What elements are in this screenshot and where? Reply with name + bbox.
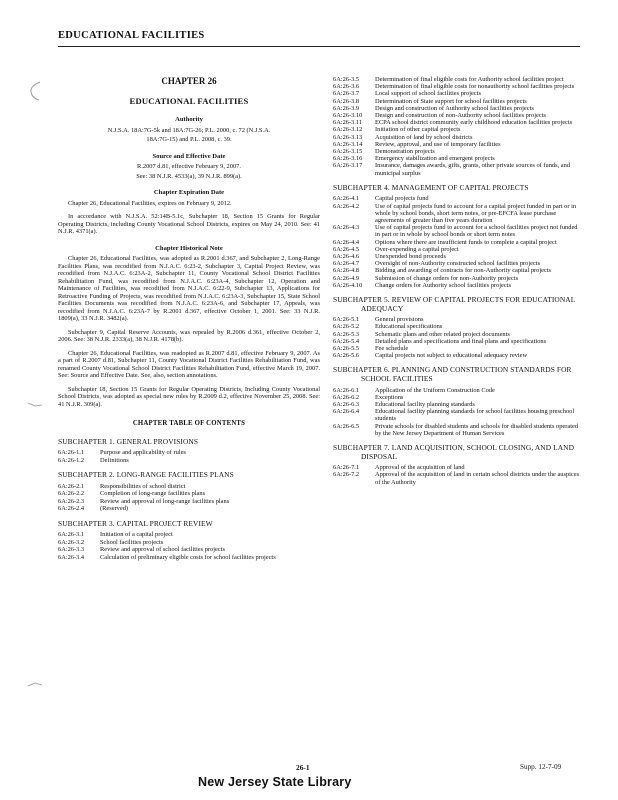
- section-number: 6A:26-4.9: [333, 274, 360, 282]
- expiration-paragraph: In accordance with N.J.S.A. 52:14B-5.1c, Subchapter 18, Section 15 Grants for Regular Operating Districts, including County Vocational School Districts, expires on May 24, 2010. See: 41 N.J.R. 4371(a).: [58, 213, 320, 235]
- toc-section-row: [333, 253, 583, 260]
- toc-section-row: [333, 98, 583, 105]
- section-number: 6A:26-5.2: [333, 323, 360, 331]
- section-number: 6A:26-5.5: [333, 345, 360, 353]
- subchapter-heading: SUBCHAPTER 2. LONG-RANGE FACILITIES PLANS: [58, 470, 234, 480]
- toc-section-row: [333, 195, 583, 202]
- subchapter-heading: SUBCHAPTER 6. PLANNING AND CONSTRUCTION STANDARDS FOR SCHOOL FACILITIES: [333, 365, 572, 384]
- toc-section-row: [333, 408, 583, 422]
- section-title: Educational facility planning standards: [375, 401, 475, 409]
- toc-section-row: [333, 401, 583, 408]
- section-number: 6A:26-2.2: [58, 490, 85, 498]
- section-title: Schematic plans and other related project documents: [375, 330, 510, 338]
- section-title: Fee schedule: [375, 345, 409, 353]
- section-number: 6A:26-3.5: [333, 76, 360, 83]
- toc-continued-sections: [333, 76, 583, 177]
- toc-section-row: [58, 490, 320, 498]
- section-number: 6A:26-6.3: [333, 401, 360, 409]
- section-title: Approval of the acquisition of land in certain school districts under the auspices of the Authority: [375, 471, 580, 486]
- left-column: [58, 76, 320, 561]
- toc-section-row: [333, 260, 583, 267]
- section-number: 6A:26-2.4: [58, 505, 85, 513]
- toc-right-list: [333, 184, 583, 486]
- section-title: Determination of State support for school facilities projects: [375, 97, 527, 105]
- section-number: 6A:26-3.11: [333, 119, 363, 127]
- section-number: 6A:26-5.3: [333, 330, 360, 338]
- toc-section-row: [333, 224, 583, 238]
- margin-tick-mark: [26, 400, 44, 410]
- toc-section-row: [333, 148, 583, 155]
- right-column: [333, 76, 583, 486]
- toc-section-row: [333, 83, 583, 90]
- section-number: 6A:26-4.2: [333, 202, 360, 210]
- section-title: Private schools for disabled students and schools for disabled students operated by the New Jersey Department of Human Services: [375, 422, 579, 437]
- chapter-number: CHAPTER 26: [161, 76, 217, 86]
- section-title: Determination of final eligible costs for Authority school facilities project: [375, 76, 564, 83]
- section-title: General provisions: [375, 316, 424, 324]
- section-number: 6A:26-6.5: [333, 422, 360, 430]
- section-title: Local support of school facilities projects: [375, 90, 481, 98]
- toc-section-row: [333, 275, 583, 282]
- toc-section-row: [333, 119, 583, 126]
- section-number: 6A:26-5.1: [333, 316, 360, 324]
- toc-section-row: [333, 112, 583, 119]
- toc-section-row: [58, 457, 320, 465]
- section-title: Emergency stabilization and emergent projects: [375, 155, 495, 163]
- section-number: 6A:26-5.4: [333, 337, 360, 345]
- toc-section-row: [333, 155, 583, 162]
- section-number: 6A:26-1.1: [58, 449, 85, 457]
- section-number: 6A:26-3.17: [333, 162, 363, 170]
- section-number: 6A:26-5.6: [333, 352, 360, 360]
- section-title: Over-expending a capital project: [375, 245, 459, 253]
- section-number: 6A:26-3.9: [333, 104, 360, 112]
- section-title: Educational specifications: [375, 323, 443, 331]
- section-title: Bidding and awarding of contracts for non-Authority capital projects: [375, 267, 552, 275]
- section-title: Design and construction of Authority school facilities projects: [375, 104, 534, 112]
- section-title: Detailed plans and specifications and final plans and specifications: [375, 337, 547, 345]
- section-title: Initiation of other capital projects: [375, 126, 461, 134]
- section-title: Approval of the acquisition of land: [375, 464, 465, 472]
- source-block: [58, 153, 320, 181]
- section-title: Capital projects fund: [375, 195, 429, 203]
- toc-section-row: [333, 203, 583, 225]
- header-rule: [58, 46, 580, 47]
- toc-section-row: [333, 134, 583, 141]
- toc-section-row: [333, 162, 583, 176]
- section-title: Use of capital projects fund to account for a school facilities project not funded in part or in whole by school bonds or short term notes: [375, 224, 578, 239]
- toc-section-row: [333, 316, 583, 323]
- history-paragraph: Chapter 26, Educational Facilities, was adopted as R.2001 d.367, and Subchapter 2, Long-Range Facilities Plans, was recodified from N.J.A.C. 6:23-2, Subchapter 3, Capital Project Review, was recodified from N.J.A.C. 6:23A-2, Subchapter 11, County Vocational School District Facilities Rehabilitation Fund, was recodified from N.J.A.C. 6:23A-4, Subchapter 12, Operation and Maintenance of Facilities, was recodified from N.J.A.C. 6:22-9, Subchapter 13, Applications for Retroactive Funding of Projects, was recodified from N.J.A.C. 6:23A-3, Subchapter 15, State School Facilities Documents was recodified from N.J.A.C. 6:23A-6, and Subchapter 17, Appeals, was recodified from N.J.A.C. 6:23A-7 by R.2001 d.367, effective October 1, 2001. See: 33 N.J.R. 1809(a), 33 N.J.R. 3482(a).: [58, 255, 320, 322]
- section-number: 6A:26-2.1: [58, 482, 85, 490]
- section-title: Options where there are insufficient funds to complete a capital project: [375, 238, 557, 246]
- section-number: 6A:26-3.3: [58, 546, 85, 554]
- toc-left-list: [58, 438, 320, 562]
- section-title: Demonstration projects: [375, 148, 435, 156]
- toc-section-row: [333, 239, 583, 246]
- toc-section-row: [333, 267, 583, 274]
- toc-section-row: [58, 505, 320, 513]
- expiration-block: [58, 189, 320, 236]
- section-title: Educational facility planning standards for school facilities housing preschool students: [375, 408, 575, 423]
- section-number: 6A:26-3.7: [333, 90, 360, 98]
- section-number: 6A:26-4.8: [333, 267, 360, 275]
- section-number: 6A:26-4.6: [333, 253, 360, 261]
- section-number: 6A:26-4.5: [333, 245, 360, 253]
- subchapter-heading: SUBCHAPTER 3. CAPITAL PROJECT REVIEW: [58, 518, 213, 528]
- section-number: 6A:26-3.13: [333, 133, 363, 141]
- subchapter-heading: SUBCHAPTER 5. REVIEW OF CAPITAL PROJECTS FOR EDUCATIONAL ADEQUACY: [333, 295, 576, 313]
- section-title: Exceptions: [375, 393, 404, 401]
- expiration-paragraph: Chapter 26, Educational Facilities, expires on February 9, 2012.: [68, 199, 232, 207]
- authority-block: [58, 116, 320, 144]
- source-line: R.2007 d.81, effective February 9, 2007.: [137, 163, 241, 170]
- section-number: 6A:26-3.14: [333, 140, 363, 148]
- section-title: Completion of long-range facilities plans: [100, 490, 206, 498]
- toc-section-row: [333, 471, 583, 485]
- section-number: 6A:26-4.10: [333, 281, 363, 289]
- toc-section-row: [333, 423, 583, 437]
- toc-section-row: [58, 539, 320, 547]
- section-title: Application of the Uniform Construction Code: [375, 386, 495, 394]
- toc-section-row: [58, 546, 320, 554]
- history-block: [58, 245, 320, 409]
- section-number: 6A:26-2.3: [58, 497, 85, 505]
- page-number: 26-1: [296, 763, 310, 772]
- history-heading: Chapter Historical Note: [155, 244, 223, 252]
- section-title: Purpose and applicability of rules: [100, 449, 186, 457]
- subchapter-heading: SUBCHAPTER 4. MANAGEMENT OF CAPITAL PROJECTS: [333, 182, 529, 192]
- toc-section-row: [333, 345, 583, 352]
- section-title: ECPA school district community early childhood education facilities projects: [375, 119, 573, 127]
- toc-section-row: [333, 126, 583, 133]
- section-number: 6A:26-3.6: [333, 83, 360, 91]
- toc-section-row: [333, 352, 583, 359]
- section-title: Capital projects not subject to educational adequacy review: [375, 352, 528, 360]
- section-number: 6A:26-3.10: [333, 112, 363, 120]
- section-number: 6A:26-4.7: [333, 260, 360, 268]
- toc-section-row: [58, 483, 320, 491]
- section-title: Review, approval, and use of temporary facilities: [375, 140, 501, 148]
- section-title: Review and approval of long-range facilities plans: [100, 497, 230, 505]
- section-title: Initiation of a capital project: [100, 531, 173, 539]
- section-title: Definitions: [100, 456, 129, 464]
- section-number: 6A:26-3.1: [58, 531, 85, 539]
- toc-section-row: [333, 105, 583, 112]
- margin-tick-mark: [26, 680, 44, 690]
- subchapter-heading: SUBCHAPTER 1. GENERAL PROVISIONS: [58, 436, 199, 446]
- section-title: Acquisition of land by school districts: [375, 133, 473, 141]
- library-stamp: New Jersey State Library: [198, 775, 352, 789]
- toc-section-row: [333, 76, 583, 83]
- running-header: EDUCATIONAL FACILITIES: [58, 30, 205, 41]
- history-paragraph: Subchapter 18, Section 15 Grants for Regular Operating Districts, Including County Vocational School Districts, was adopted as special new rules by R.2009 d.2, effective November 25, 2008. See: 41 N.J.R. 309(a).: [58, 385, 320, 408]
- toc-section-row: [58, 449, 320, 457]
- toc-section-row: [58, 531, 320, 539]
- section-number: 6A:26-4.3: [333, 224, 360, 232]
- section-number: 6A:26-6.2: [333, 393, 360, 401]
- toc-section-row: [333, 338, 583, 345]
- toc-section-row: [333, 464, 583, 471]
- section-title: Design and construction of non-Authority school facilities projects: [375, 112, 546, 120]
- section-title: Oversight of non-Authority constructed school facilities projects: [375, 260, 541, 268]
- toc-section-row: [333, 90, 583, 97]
- margin-bracket-mark: [26, 80, 44, 102]
- toc-section-row: [333, 282, 583, 289]
- section-title: Responsibilities of school district: [100, 482, 186, 490]
- source-heading: Source and Effective Date: [152, 152, 226, 160]
- section-number: 6A:26-3.15: [333, 148, 363, 156]
- chapter-title: EDUCATIONAL FACILITIES: [129, 96, 249, 106]
- source-line: See: 38 N.J.R. 4533(a), 39 N.J.R. 899(a).: [136, 172, 242, 180]
- expiration-heading: Chapter Expiration Date: [153, 189, 225, 196]
- toc-section-row: [58, 554, 320, 562]
- section-title: Change orders for Authority school facilities projects: [375, 281, 511, 289]
- toc-section-row: [333, 331, 583, 338]
- section-title: Determination of final eligible costs for nonauthority school facilities projects: [375, 83, 575, 91]
- section-title: Review and approval of school facilities projects: [100, 546, 225, 554]
- section-title: Calculation of preliminary eligible costs for school facilities projects: [100, 553, 276, 561]
- toc-section-row: [333, 246, 583, 253]
- section-number: 6A:26-1.2: [58, 456, 85, 464]
- toc-section-row: [333, 141, 583, 148]
- authority-line: N.J.S.A. 18A:7G-5k and 18A:7G-26; P.L. 2000, c. 72 (N.J.S.A.: [107, 126, 271, 134]
- section-number: 6A:26-3.16: [333, 155, 363, 163]
- section-number: 6A:26-3.8: [333, 97, 360, 105]
- authority-line: 18A:7G-15) and P.L. 2008, c. 39.: [146, 136, 232, 143]
- toc-section-row: [58, 498, 320, 506]
- section-number: 6A:26-3.4: [58, 553, 85, 561]
- section-number: 6A:26-6.4: [333, 408, 360, 416]
- toc-title: CHAPTER TABLE OF CONTENTS: [132, 420, 246, 427]
- supplement-date: Supp. 12-7-09: [520, 763, 562, 771]
- toc-section-row: [333, 387, 583, 394]
- history-paragraph: Chapter 26, Educational Facilities, was readopted as R.2007 d.81, effective February 9, 2007. As a part of R.2007 d.81, Subchapter 11, County Vocational District Facilities Rehabilitation Fund, was renamed County Vocational School District Facilities Rehabilitation Fund, effective March 19, 2007. See: Source and Effective Date. See, also, section annotations.: [58, 349, 320, 379]
- section-number: 6A:26-7.2: [333, 471, 360, 479]
- section-title: (Reserved): [100, 505, 129, 513]
- history-paragraph: Subchapter 9, Capital Reserve Accounts, was repealed by R.2006 d.361, effective October 2, 2006. See: 38 N.J.R. 2333(a), 38 N.J.R. 4178(b).: [58, 328, 320, 343]
- subchapter-heading: SUBCHAPTER 7. LAND ACQUISITION, SCHOOL CLOSING, AND LAND DISPOSAL: [333, 443, 575, 461]
- section-number: 6A:26-4.1: [333, 195, 360, 203]
- section-number: 6A:26-4.4: [333, 238, 360, 246]
- toc-section-row: [333, 323, 583, 330]
- section-number: 6A:26-7.1: [333, 464, 360, 472]
- section-number: 6A:26-3.12: [333, 126, 363, 134]
- section-title: Use of capital projects fund to account for a capital project funded in part or in whole by school bonds, short term notes, or pre-EFCFA lease purchase agreements of greater than five years duration: [375, 202, 577, 225]
- section-number: 6A:26-3.2: [58, 538, 85, 546]
- section-title: Insurance, damages awards, gifts, grants, other private sources of funds, and municipal surplus: [375, 162, 571, 177]
- section-title: Unexpended bond proceeds: [375, 253, 446, 261]
- section-number: 6A:26-6.1: [333, 386, 360, 394]
- authority-heading: Authority: [175, 116, 203, 123]
- section-title: Submission of change orders for non-Authority projects: [375, 274, 519, 282]
- toc-section-row: [333, 394, 583, 401]
- section-title: School facilities projects: [100, 538, 164, 546]
